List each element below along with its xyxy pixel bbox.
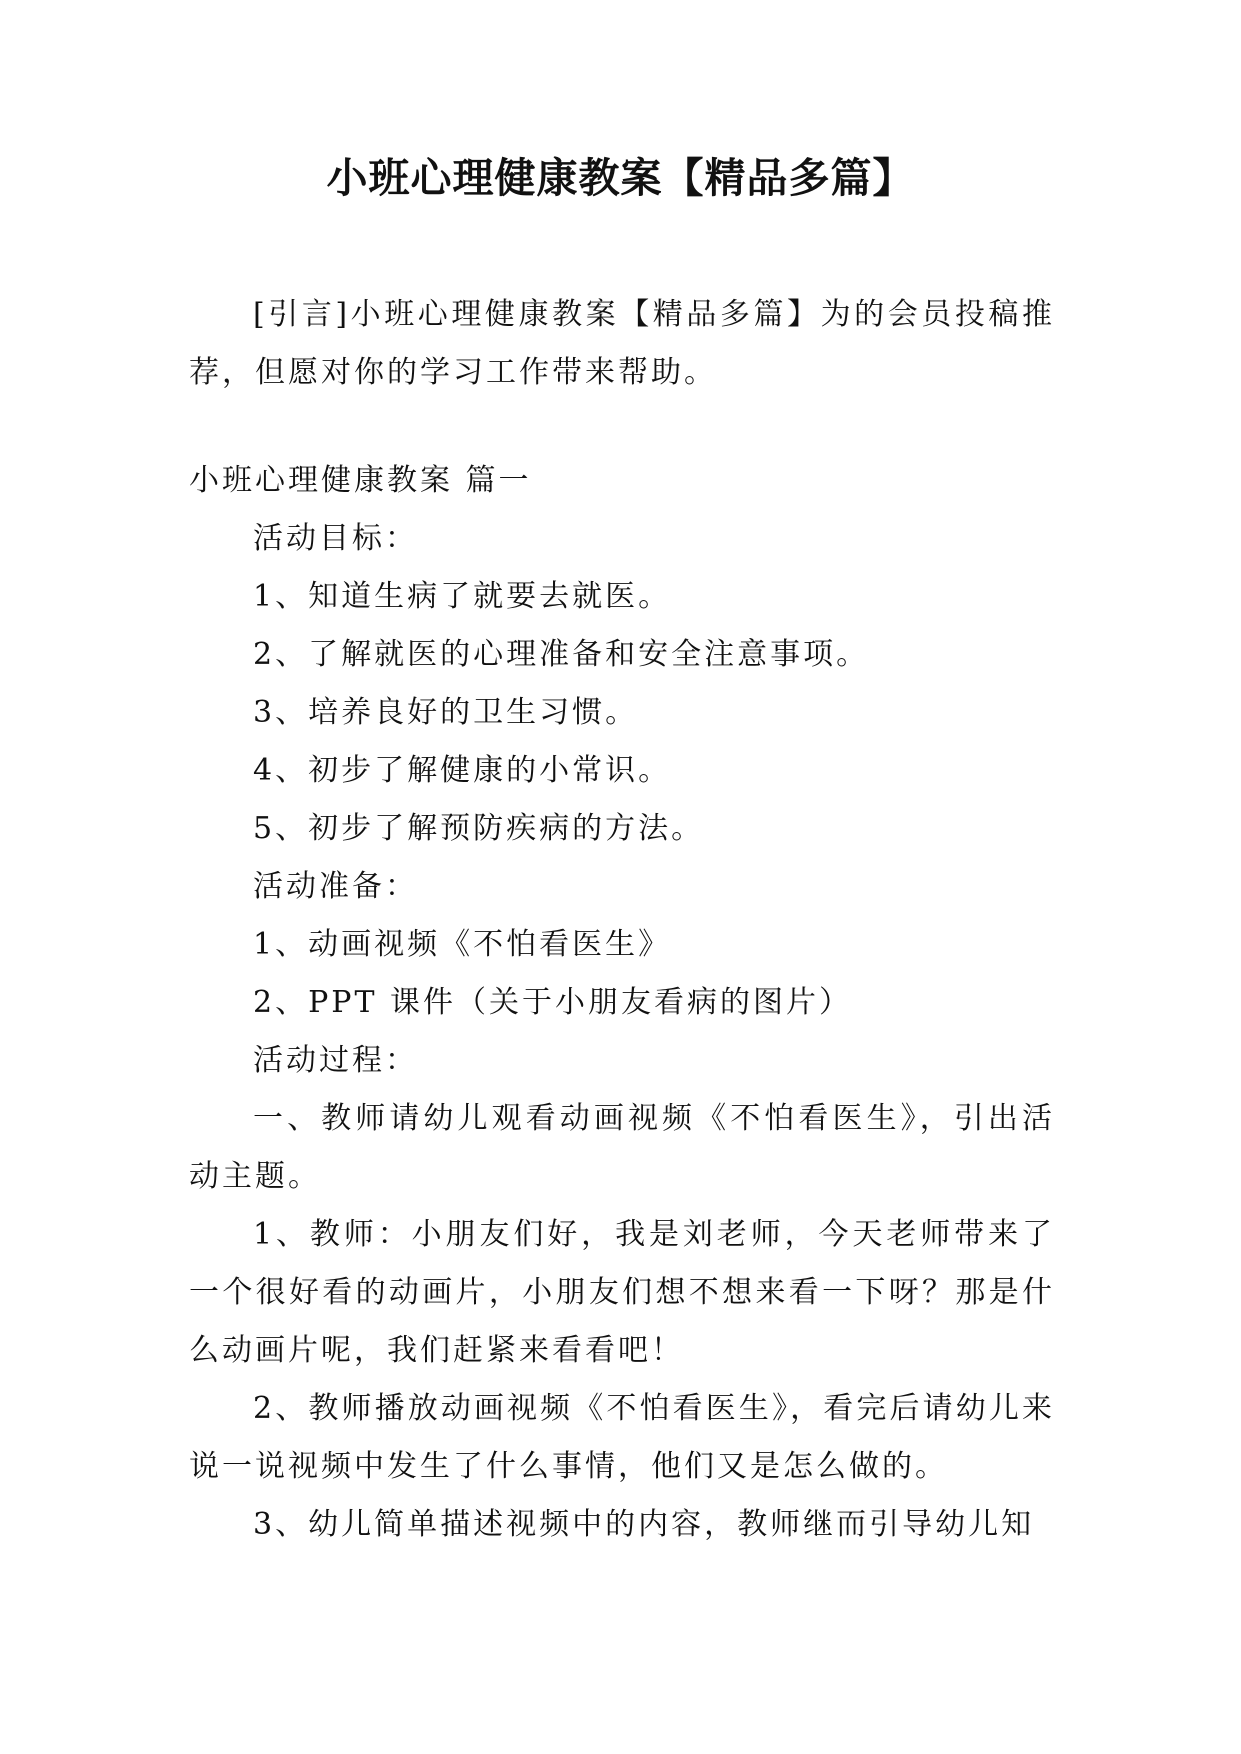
paragraph-goal-2: 2、了解就医的心理准备和安全注意事项。 xyxy=(253,637,870,672)
paragraph-process-step-1: 一、教师请幼儿观看动画视频《不怕看医生》，引出活动主题。 xyxy=(189,1101,1055,1194)
paragraph-preparation-1: 1、动画视频《不怕看医生》 xyxy=(253,927,672,962)
paragraph-goal-5: 5、初步了解预防疾病的方法。 xyxy=(253,811,705,846)
paragraph-goal-4: 4、初步了解健康的小常识。 xyxy=(253,753,672,788)
intro-paragraph: [引言]小班心理健康教案【精品多篇】为的会员投稿推荐，但愿对你的学习工作带来帮助。 xyxy=(189,297,1055,390)
paragraph-process-detail-1: 1、教师：小朋友们好，我是刘老师，今天老师带来了一个很好看的动画片，小朋友们想不想来看一下呀？那是什么动画片呢，我们赶紧来看看吧！ xyxy=(189,1217,1055,1368)
paragraph-process-detail-3: 3、幼儿简单描述视频中的内容，教师继而引导幼儿知 xyxy=(253,1507,1035,1542)
paragraph-preparation-2: 2、PPT 课件（关于小朋友看病的图片） xyxy=(253,985,853,1020)
document-body xyxy=(189,286,1055,1554)
section-title: 小班心理健康教案 篇一 xyxy=(189,463,532,498)
paragraph-preparation-heading: 活动准备： xyxy=(253,869,418,904)
paragraph-process-detail-2: 2、教师播放动画视频《不怕看医生》，看完后请幼儿来说一说视频中发生了什么事情，他们又是怎么做的。 xyxy=(189,1391,1055,1484)
paragraph-activity-goals-heading: 活动目标： xyxy=(253,521,418,556)
document-title: 小班心理健康教案【精品多篇】 xyxy=(326,154,915,202)
paragraph-goal-3: 3、培养良好的卫生习惯。 xyxy=(253,695,639,730)
paragraph-process-heading: 活动过程： xyxy=(253,1043,418,1078)
paragraph-goal-1: 1、知道生病了就要去就医。 xyxy=(253,579,672,614)
